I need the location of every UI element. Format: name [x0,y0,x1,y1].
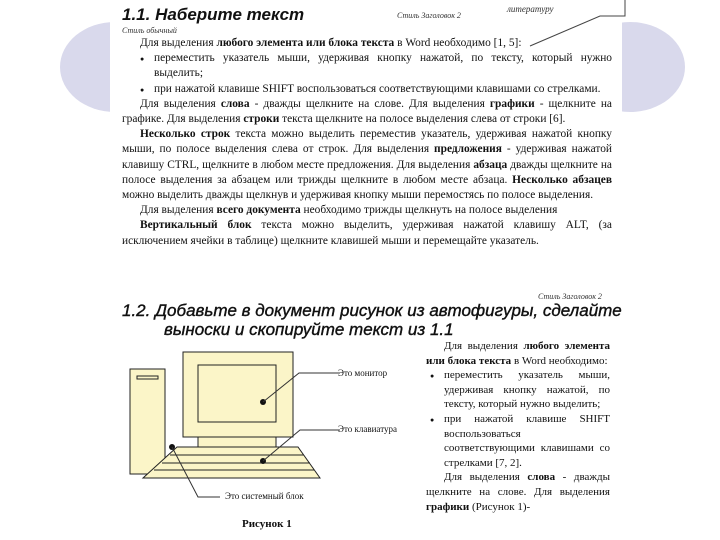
paragraph: Вертикальный блок текста можно выделить, удерживая нажатой клавишу ALT, (за исключением ячейки в таблице) щелкните клавишей мыши и перемещайте указатель. [122,219,612,247]
bullet-list [122,51,612,97]
label-system-unit: Это системный блок [225,491,304,501]
paragraph: Для выделения слова - дважды щелкните на слове. Для выделения графики - щелкните на графике. Для выделения строки текста щелкните на полосе выделения слева от строки [6]. [122,97,612,126]
heading-style-note: Стиль Заголовок 2 [397,11,461,20]
list-item: ● при нажатой клавише SHIFT воспользоваться соответствующими клавишами со стрелками [7, 2]. [430,412,610,470]
bullet-list [426,368,610,470]
section1-heading: 1.1. Наберите текст [122,5,305,24]
paragraph: Для выделения слова - дважды щелкните на слове. Для выделения графики (Рисунок 1)- [426,471,610,513]
list-item: ● переместить указатель мыши, удерживая кнопку нажатой, по тексту, который нужно выделить; [430,368,610,412]
label-keyboard: Это клавиатура [338,424,398,434]
list-item: ● переместить указатель мыши, удерживая кнопку нажатой, по тексту, который нужно выделить; [140,51,612,81]
system-unit-shape [130,369,165,474]
figure-caption: Рисунок 1 [242,518,292,530]
section2-column-text [426,339,610,514]
section1-text [122,36,612,249]
paragraph: Несколько строк текста можно выделить переместив указатель, удерживая нажатой кнопку мыши, по полосе выделения слева от строк. Для выделения предложения - удерживая нажатой клавишу CTRL, щелкните в любом месте предложения. Для выделения абзаца дважды щелкните на полосе выделения за абзацем или трижды щелкните в любом месте абзаца. Несколько абзацев можно выделить дважды щелкнув и удерживая кнопку мыши перемостясь по полосе выделения. [122,128,613,202]
label-monitor: Это монитор [338,368,388,378]
body-style-note: Стиль обычный [122,26,177,35]
intro-paragraph: Для выделения любого элемента или блока текста в Word необходимо: [426,340,611,367]
section2-heading: 1.2. Добавьте в документ рисунок из автофигуры, сделайте выноски и скопируйте текст из 1.1 [122,301,622,339]
intro-paragraph: Для выделения любого элемента или блока текста в Word необходимо [1, 5]: [140,37,522,49]
callout-text: литературу [507,4,554,14]
list-item: ● при нажатой клавише SHIFT воспользоваться соответствующими клавишами со стрелками. [140,82,612,97]
heading-style-note: Стиль Заголовок 2 [538,292,602,301]
paragraph: Для выделения всего документа необходимо трижды щелкнуть на полосе выделения [140,204,558,217]
